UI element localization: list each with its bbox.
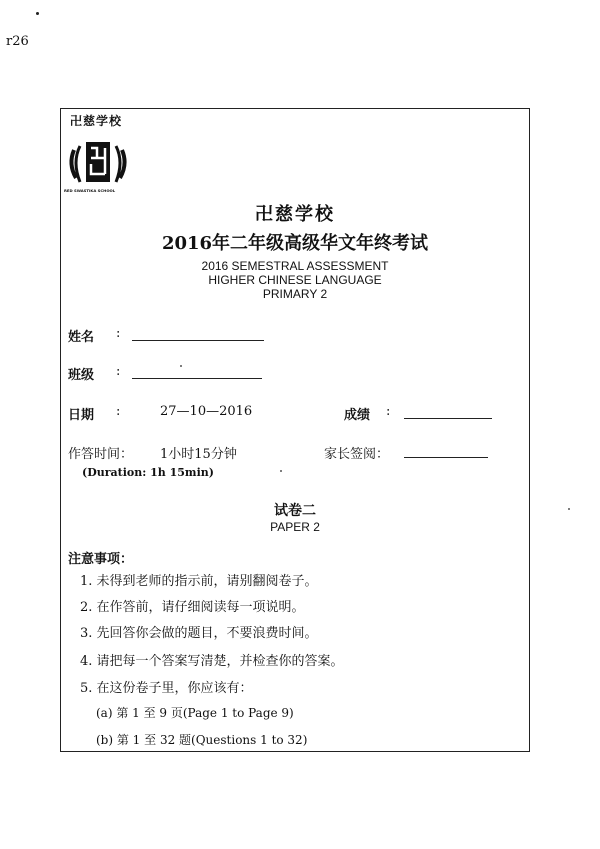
exam-title-en-line1: 2016 SEMESTRAL ASSESSMENT: [201, 259, 389, 273]
parent-sign-label: 家长签阅：: [324, 447, 390, 462]
page-number: r26: [6, 34, 29, 49]
school-name: 卍慈学校: [255, 204, 335, 225]
time-value: 1小时15分钟: [160, 447, 237, 462]
note-item: 4. 请把每一个答案写清楚，并检查你的答案。: [80, 654, 344, 669]
logo-school-name: RED SWASTIKA SCHOOL: [64, 188, 116, 193]
note-subitem: (b) 第 1 至 32 题(Questions 1 to 32): [96, 733, 308, 747]
scan-speck: [568, 508, 570, 510]
paper-title-en: PAPER 2: [270, 520, 320, 534]
score-label: 成绩: [344, 408, 371, 423]
name-label: 姓名: [68, 330, 95, 345]
school-logo: [64, 112, 134, 196]
note-item: 1. 未得到老师的指示前，请别翻阅卷子。: [80, 574, 318, 589]
note-item: 3. 先回答你会做的题目，不要浪费时间。: [80, 626, 318, 641]
paper-title-cn: 试卷二: [274, 503, 316, 519]
scan-speck: [36, 12, 39, 15]
notes-heading: 注意事项：: [68, 552, 134, 567]
class-colon: :: [116, 364, 121, 379]
parent-sign-field[interactable]: [404, 457, 488, 458]
score-colon: :: [386, 404, 391, 419]
score-field[interactable]: [404, 418, 492, 419]
duration-en: (Duration: 1h 15min): [82, 466, 214, 479]
scan-speck: [280, 470, 282, 472]
exam-title: 2016年二年级高级华文年终考试: [161, 233, 429, 254]
time-label: 作答时间：: [68, 447, 134, 462]
note-item: 5. 在这份卷子里，你应该有：: [80, 681, 253, 696]
date-colon: :: [116, 404, 121, 419]
class-label: 班级: [68, 368, 95, 383]
exam-title-en-line2: HIGHER CHINESE LANGUAGE: [208, 273, 382, 287]
logo-text: 卍慈学校: [70, 114, 123, 128]
exam-title-en-line3: PRIMARY 2: [262, 287, 328, 301]
name-colon: :: [116, 326, 121, 341]
note-subitem: (a) 第 1 至 9 页(Page 1 to Page 9): [96, 706, 294, 720]
date-label: 日期: [68, 408, 95, 423]
name-field[interactable]: [132, 340, 264, 341]
class-field[interactable]: [132, 378, 262, 379]
scan-speck: [180, 365, 182, 367]
date-value: 27—10—2016: [160, 404, 253, 419]
swastika-emblem-icon: [64, 112, 134, 196]
note-item: 2. 在作答前，请仔细阅读每一项说明。: [80, 600, 305, 615]
